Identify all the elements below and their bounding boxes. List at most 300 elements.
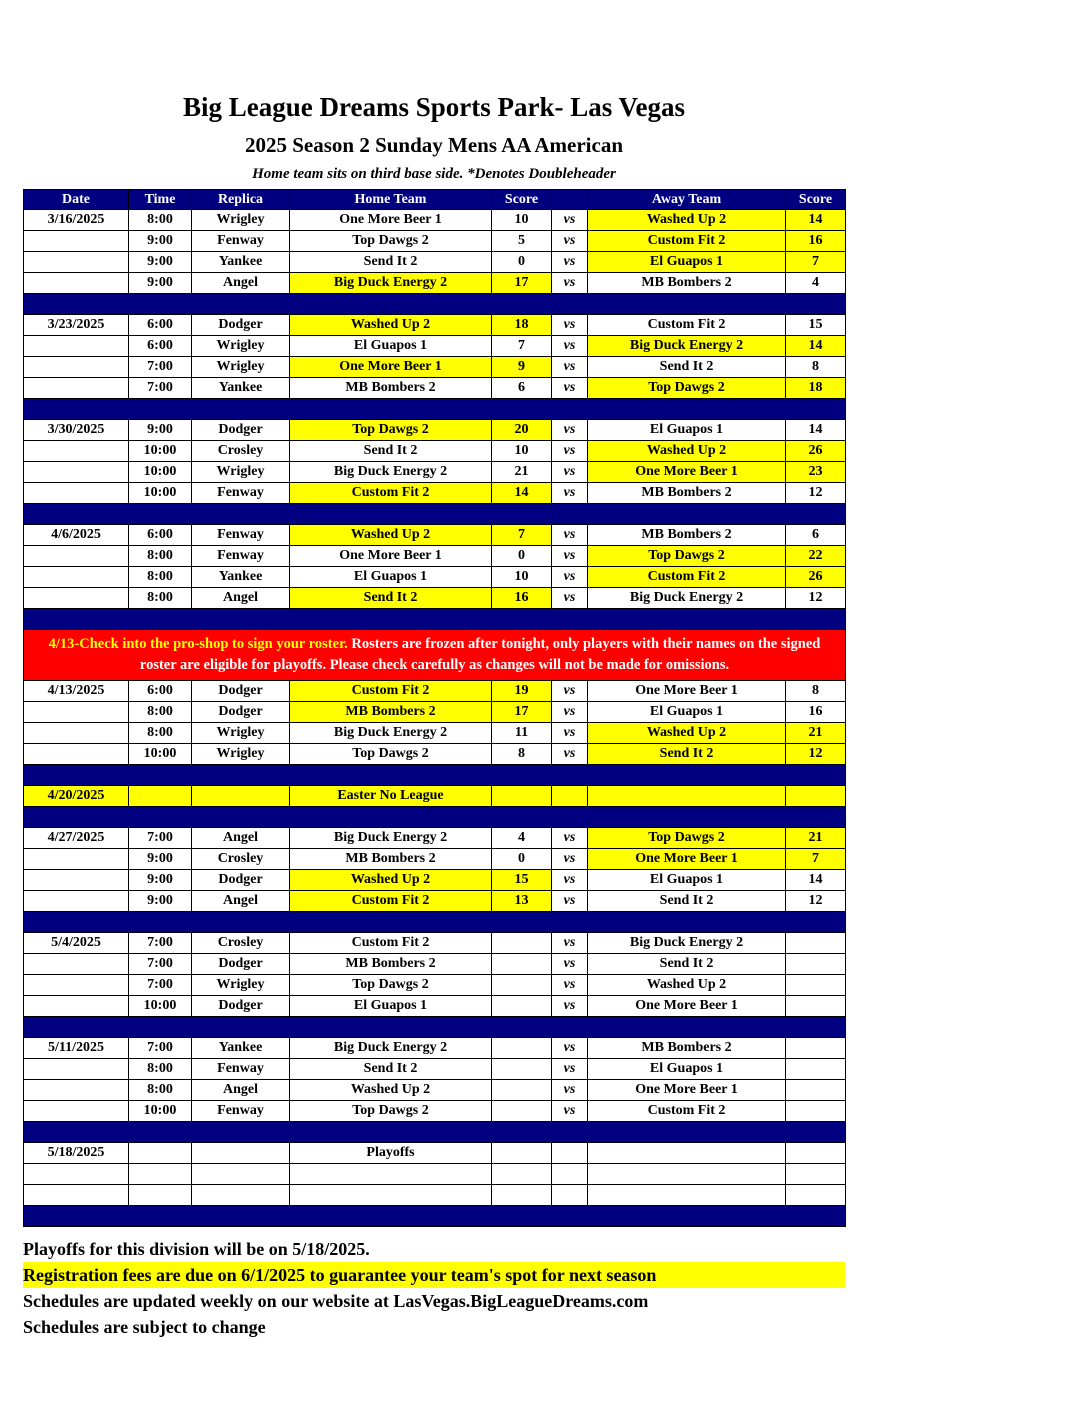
time-cell: 10:00 bbox=[129, 744, 192, 765]
vs-cell: vs bbox=[552, 1059, 588, 1080]
replica-cell: Wrigley bbox=[192, 210, 290, 231]
separator-bar bbox=[24, 609, 846, 630]
date-cell: 5/18/2025 bbox=[24, 1143, 129, 1164]
replica-cell bbox=[192, 1185, 290, 1206]
separator-bar bbox=[24, 912, 846, 933]
home-team-cell: Playoffs bbox=[290, 1143, 492, 1164]
vs-cell: vs bbox=[552, 870, 588, 891]
date-cell bbox=[24, 378, 129, 399]
replica-cell: Angel bbox=[192, 588, 290, 609]
home-score-cell: 0 bbox=[492, 546, 552, 567]
date-cell bbox=[24, 462, 129, 483]
game-row bbox=[24, 1101, 846, 1122]
home-team-cell: MB Bombers 2 bbox=[290, 702, 492, 723]
date-cell bbox=[24, 336, 129, 357]
date-cell bbox=[24, 1059, 129, 1080]
away-score-cell bbox=[786, 1080, 846, 1101]
away-score-cell bbox=[786, 954, 846, 975]
page-header bbox=[23, 92, 845, 183]
date-cell: 4/13/2025 bbox=[24, 681, 129, 702]
separator-row bbox=[24, 294, 846, 315]
time-cell: 6:00 bbox=[129, 525, 192, 546]
home-team-cell: Send It 2 bbox=[290, 441, 492, 462]
time-cell: 9:00 bbox=[129, 231, 192, 252]
replica-cell: Yankee bbox=[192, 1038, 290, 1059]
replica-cell: Fenway bbox=[192, 1059, 290, 1080]
separator-row bbox=[24, 1206, 846, 1227]
game-row bbox=[24, 744, 846, 765]
game-row bbox=[24, 996, 846, 1017]
time-cell: 9:00 bbox=[129, 849, 192, 870]
replica-cell: Yankee bbox=[192, 567, 290, 588]
away-score-cell: 14 bbox=[786, 210, 846, 231]
time-cell: 9:00 bbox=[129, 891, 192, 912]
time-cell: 9:00 bbox=[129, 420, 192, 441]
home-score-cell: 15 bbox=[492, 870, 552, 891]
away-team-cell bbox=[588, 1185, 786, 1206]
home-score-cell: 10 bbox=[492, 567, 552, 588]
separator-row bbox=[24, 609, 846, 630]
game-row bbox=[24, 1059, 846, 1080]
away-score-cell: 7 bbox=[786, 849, 846, 870]
home-team-cell: Washed Up 2 bbox=[290, 1080, 492, 1101]
game-row bbox=[24, 723, 846, 744]
date-cell bbox=[24, 252, 129, 273]
home-team-cell: One More Beer 1 bbox=[290, 546, 492, 567]
game-row bbox=[24, 849, 846, 870]
game-row bbox=[24, 975, 846, 996]
home-score-cell: 17 bbox=[492, 702, 552, 723]
vs-cell: vs bbox=[552, 525, 588, 546]
vs-cell: vs bbox=[552, 954, 588, 975]
home-team-cell: Top Dawgs 2 bbox=[290, 744, 492, 765]
date-cell: 4/27/2025 bbox=[24, 828, 129, 849]
home-team-cell: MB Bombers 2 bbox=[290, 378, 492, 399]
time-cell: 7:00 bbox=[129, 1038, 192, 1059]
time-cell: 8:00 bbox=[129, 210, 192, 231]
away-score-cell: 12 bbox=[786, 891, 846, 912]
away-score-cell: 6 bbox=[786, 525, 846, 546]
away-team-cell: El Guapos 1 bbox=[588, 1059, 786, 1080]
vs-cell: vs bbox=[552, 588, 588, 609]
home-score-cell: 0 bbox=[492, 252, 552, 273]
game-row bbox=[24, 567, 846, 588]
roster-notice-row bbox=[24, 630, 846, 681]
date-cell: 4/20/2025 bbox=[24, 786, 129, 807]
away-score-cell: 12 bbox=[786, 483, 846, 504]
game-row bbox=[24, 462, 846, 483]
away-team-cell: Send It 2 bbox=[588, 357, 786, 378]
vs-cell: vs bbox=[552, 996, 588, 1017]
replica-cell bbox=[192, 786, 290, 807]
home-score-cell bbox=[492, 933, 552, 954]
game-row bbox=[24, 828, 846, 849]
time-cell: 8:00 bbox=[129, 1080, 192, 1101]
vs-cell: vs bbox=[552, 483, 588, 504]
roster-notice-highlight: 4/13-Check into the pro-shop to sign your roster. bbox=[48, 636, 348, 652]
away-team-cell: Custom Fit 2 bbox=[588, 231, 786, 252]
replica-cell: Dodger bbox=[192, 702, 290, 723]
home-score-cell bbox=[492, 1080, 552, 1101]
vs-cell: vs bbox=[552, 975, 588, 996]
time-cell: 10:00 bbox=[129, 462, 192, 483]
home-team-cell: Big Duck Energy 2 bbox=[290, 462, 492, 483]
game-row bbox=[24, 588, 846, 609]
time-cell: 6:00 bbox=[129, 336, 192, 357]
date-cell bbox=[24, 891, 129, 912]
home-team-cell: Big Duck Energy 2 bbox=[290, 828, 492, 849]
time-cell: 7:00 bbox=[129, 975, 192, 996]
away-score-cell bbox=[786, 1101, 846, 1122]
away-team-cell: One More Beer 1 bbox=[588, 1080, 786, 1101]
time-cell: 8:00 bbox=[129, 1059, 192, 1080]
away-score-cell: 14 bbox=[786, 420, 846, 441]
replica-cell: Fenway bbox=[192, 546, 290, 567]
away-team-cell: One More Beer 1 bbox=[588, 681, 786, 702]
home-team-cell: MB Bombers 2 bbox=[290, 954, 492, 975]
time-cell: 9:00 bbox=[129, 870, 192, 891]
game-row bbox=[24, 1038, 846, 1059]
home-score-cell bbox=[492, 975, 552, 996]
away-score-cell bbox=[786, 933, 846, 954]
separator-row bbox=[24, 912, 846, 933]
away-team-cell: Custom Fit 2 bbox=[588, 315, 786, 336]
vs-cell: vs bbox=[552, 567, 588, 588]
date-cell bbox=[24, 723, 129, 744]
time-cell: 8:00 bbox=[129, 546, 192, 567]
replica-cell: Wrigley bbox=[192, 336, 290, 357]
replica-cell: Crosley bbox=[192, 933, 290, 954]
away-team-cell: Washed Up 2 bbox=[588, 210, 786, 231]
col-header-home-team: Home Team bbox=[290, 190, 492, 210]
date-cell: 5/11/2025 bbox=[24, 1038, 129, 1059]
away-team-cell: El Guapos 1 bbox=[588, 420, 786, 441]
time-cell: 7:00 bbox=[129, 933, 192, 954]
replica-cell: Crosley bbox=[192, 441, 290, 462]
away-team-cell bbox=[588, 786, 786, 807]
away-team-cell: Washed Up 2 bbox=[588, 441, 786, 462]
time-cell: 9:00 bbox=[129, 273, 192, 294]
away-score-cell bbox=[786, 975, 846, 996]
col-header-away-team: Away Team bbox=[588, 190, 786, 210]
home-team-cell: Send It 2 bbox=[290, 252, 492, 273]
home-score-cell: 16 bbox=[492, 588, 552, 609]
replica-cell bbox=[192, 1164, 290, 1185]
away-score-cell bbox=[786, 786, 846, 807]
away-score-cell: 8 bbox=[786, 357, 846, 378]
home-team-cell: Send It 2 bbox=[290, 1059, 492, 1080]
vs-cell: vs bbox=[552, 891, 588, 912]
date-cell bbox=[24, 273, 129, 294]
separator-bar bbox=[24, 807, 846, 828]
away-score-cell: 26 bbox=[786, 441, 846, 462]
date-cell bbox=[24, 588, 129, 609]
time-cell: 6:00 bbox=[129, 681, 192, 702]
time-cell: 8:00 bbox=[129, 702, 192, 723]
time-cell: 7:00 bbox=[129, 954, 192, 975]
away-score-cell: 14 bbox=[786, 870, 846, 891]
roster-notice-body: Rosters are frozen after tonight, only players with their names on the signed roster are eligible for playoffs. Please check carefully as changes will not be made for omissions. bbox=[139, 636, 821, 673]
home-score-cell bbox=[492, 1101, 552, 1122]
away-score-cell: 21 bbox=[786, 723, 846, 744]
time-cell: 8:00 bbox=[129, 723, 192, 744]
home-team-cell: One More Beer 1 bbox=[290, 210, 492, 231]
replica-cell: Yankee bbox=[192, 252, 290, 273]
away-score-cell: 22 bbox=[786, 546, 846, 567]
away-team-cell: Custom Fit 2 bbox=[588, 567, 786, 588]
home-team-cell: Custom Fit 2 bbox=[290, 681, 492, 702]
time-cell bbox=[129, 786, 192, 807]
away-score-cell: 18 bbox=[786, 378, 846, 399]
game-row bbox=[24, 483, 846, 504]
away-team-cell bbox=[588, 1143, 786, 1164]
home-score-cell: 14 bbox=[492, 483, 552, 504]
replica-cell: Wrigley bbox=[192, 723, 290, 744]
away-team-cell: Send It 2 bbox=[588, 744, 786, 765]
home-score-cell: 19 bbox=[492, 681, 552, 702]
home-team-cell bbox=[290, 1164, 492, 1185]
away-team-cell: Send It 2 bbox=[588, 891, 786, 912]
time-cell: 7:00 bbox=[129, 828, 192, 849]
replica-cell: Angel bbox=[192, 891, 290, 912]
separator-bar bbox=[24, 504, 846, 525]
game-row bbox=[24, 870, 846, 891]
date-cell bbox=[24, 1080, 129, 1101]
home-team-cell: Top Dawgs 2 bbox=[290, 231, 492, 252]
vs-cell: vs bbox=[552, 1080, 588, 1101]
away-score-cell: 16 bbox=[786, 702, 846, 723]
away-score-cell: 14 bbox=[786, 336, 846, 357]
away-team-cell: El Guapos 1 bbox=[588, 702, 786, 723]
separator-bar bbox=[24, 1206, 846, 1227]
schedule-table bbox=[23, 189, 846, 1227]
home-score-cell: 13 bbox=[492, 891, 552, 912]
date-cell bbox=[24, 996, 129, 1017]
away-team-cell bbox=[588, 1164, 786, 1185]
game-row bbox=[24, 378, 846, 399]
vs-cell bbox=[552, 1143, 588, 1164]
home-score-cell bbox=[492, 996, 552, 1017]
away-score-cell: 8 bbox=[786, 681, 846, 702]
vs-cell: vs bbox=[552, 681, 588, 702]
date-cell bbox=[24, 702, 129, 723]
separator-bar bbox=[24, 294, 846, 315]
time-cell: 10:00 bbox=[129, 1101, 192, 1122]
home-team-cell: Top Dawgs 2 bbox=[290, 1101, 492, 1122]
time-cell: 9:00 bbox=[129, 252, 192, 273]
col-header-replica: Replica bbox=[192, 190, 290, 210]
replica-cell: Dodger bbox=[192, 315, 290, 336]
replica-cell: Wrigley bbox=[192, 462, 290, 483]
col-header-away-score: Score bbox=[786, 190, 846, 210]
date-cell bbox=[24, 1101, 129, 1122]
home-score-cell: 10 bbox=[492, 441, 552, 462]
date-cell bbox=[24, 954, 129, 975]
time-cell: 10:00 bbox=[129, 441, 192, 462]
replica-cell: Crosley bbox=[192, 849, 290, 870]
home-team-cell: Big Duck Energy 2 bbox=[290, 273, 492, 294]
vs-cell: vs bbox=[552, 723, 588, 744]
game-row bbox=[24, 954, 846, 975]
home-team-cell: Send It 2 bbox=[290, 588, 492, 609]
away-score-cell bbox=[786, 1038, 846, 1059]
home-team-cell: One More Beer 1 bbox=[290, 357, 492, 378]
home-score-cell: 6 bbox=[492, 378, 552, 399]
away-score-cell bbox=[786, 1164, 846, 1185]
replica-cell: Dodger bbox=[192, 954, 290, 975]
col-header-date: Date bbox=[24, 190, 129, 210]
vs-cell: vs bbox=[552, 462, 588, 483]
time-cell: 10:00 bbox=[129, 483, 192, 504]
home-team-cell: Custom Fit 2 bbox=[290, 933, 492, 954]
away-team-cell: MB Bombers 2 bbox=[588, 483, 786, 504]
vs-cell: vs bbox=[552, 252, 588, 273]
away-score-cell bbox=[786, 1143, 846, 1164]
game-row bbox=[24, 252, 846, 273]
time-cell: 7:00 bbox=[129, 378, 192, 399]
away-team-cell: Top Dawgs 2 bbox=[588, 378, 786, 399]
replica-cell: Dodger bbox=[192, 420, 290, 441]
replica-cell: Wrigley bbox=[192, 744, 290, 765]
date-cell bbox=[24, 975, 129, 996]
game-row bbox=[24, 357, 846, 378]
home-score-cell bbox=[492, 1059, 552, 1080]
away-score-cell: 4 bbox=[786, 273, 846, 294]
replica-cell: Angel bbox=[192, 828, 290, 849]
home-score-cell bbox=[492, 954, 552, 975]
away-team-cell: Washed Up 2 bbox=[588, 723, 786, 744]
footer-registration-note: Registration fees are due on 6/1/2025 to guarantee your team's spot for next season bbox=[23, 1262, 845, 1288]
vs-cell: vs bbox=[552, 1038, 588, 1059]
roster-notice bbox=[24, 630, 846, 681]
away-score-cell: 16 bbox=[786, 231, 846, 252]
home-score-cell: 7 bbox=[492, 336, 552, 357]
home-score-cell: 17 bbox=[492, 273, 552, 294]
away-team-cell: Send It 2 bbox=[588, 954, 786, 975]
game-row bbox=[24, 273, 846, 294]
replica-cell: Fenway bbox=[192, 231, 290, 252]
col-header-time: Time bbox=[129, 190, 192, 210]
home-score-cell bbox=[492, 1164, 552, 1185]
home-score-cell: 20 bbox=[492, 420, 552, 441]
home-score-cell bbox=[492, 1143, 552, 1164]
vs-cell: vs bbox=[552, 378, 588, 399]
game-row bbox=[24, 681, 846, 702]
page-subtitle: 2025 Season 2 Sunday Mens AA American bbox=[244, 133, 624, 157]
replica-cell: Yankee bbox=[192, 378, 290, 399]
replica-cell: Fenway bbox=[192, 1101, 290, 1122]
game-row bbox=[24, 702, 846, 723]
separator-bar bbox=[24, 399, 846, 420]
date-cell: 3/23/2025 bbox=[24, 315, 129, 336]
table-header-row bbox=[24, 190, 846, 210]
game-row bbox=[24, 315, 846, 336]
home-team-note: Home team sits on third base side. *Denotes Doubleheader bbox=[252, 166, 616, 182]
date-cell bbox=[24, 357, 129, 378]
replica-cell: Dodger bbox=[192, 870, 290, 891]
replica-cell: Fenway bbox=[192, 525, 290, 546]
away-team-cell: El Guapos 1 bbox=[588, 252, 786, 273]
event-row bbox=[24, 786, 846, 807]
away-score-cell: 15 bbox=[786, 315, 846, 336]
game-row bbox=[24, 441, 846, 462]
separator-row bbox=[24, 765, 846, 786]
date-cell: 3/30/2025 bbox=[24, 420, 129, 441]
replica-cell: Fenway bbox=[192, 483, 290, 504]
game-row bbox=[24, 336, 846, 357]
date-cell bbox=[24, 567, 129, 588]
date-cell bbox=[24, 483, 129, 504]
home-score-cell: 10 bbox=[492, 210, 552, 231]
home-score-cell: 4 bbox=[492, 828, 552, 849]
time-cell bbox=[129, 1164, 192, 1185]
separator-bar bbox=[24, 1017, 846, 1038]
home-team-cell: Easter No League bbox=[290, 786, 492, 807]
date-cell: 5/4/2025 bbox=[24, 933, 129, 954]
vs-cell: vs bbox=[552, 828, 588, 849]
game-row bbox=[24, 420, 846, 441]
home-team-cell: Custom Fit 2 bbox=[290, 891, 492, 912]
away-team-cell: Big Duck Energy 2 bbox=[588, 933, 786, 954]
away-score-cell: 26 bbox=[786, 567, 846, 588]
vs-cell: vs bbox=[552, 210, 588, 231]
vs-cell: vs bbox=[552, 273, 588, 294]
date-cell: 4/6/2025 bbox=[24, 525, 129, 546]
replica-cell bbox=[192, 1143, 290, 1164]
home-score-cell: 21 bbox=[492, 462, 552, 483]
date-cell bbox=[24, 870, 129, 891]
home-team-cell: El Guapos 1 bbox=[290, 567, 492, 588]
vs-cell: vs bbox=[552, 336, 588, 357]
home-score-cell: 18 bbox=[492, 315, 552, 336]
away-score-cell: 12 bbox=[786, 588, 846, 609]
away-team-cell: Custom Fit 2 bbox=[588, 1101, 786, 1122]
vs-cell: vs bbox=[552, 546, 588, 567]
vs-cell: vs bbox=[552, 933, 588, 954]
away-team-cell: Big Duck Energy 2 bbox=[588, 588, 786, 609]
replica-cell: Wrigley bbox=[192, 357, 290, 378]
vs-cell: vs bbox=[552, 1101, 588, 1122]
home-team-cell: Big Duck Energy 2 bbox=[290, 723, 492, 744]
vs-cell: vs bbox=[552, 315, 588, 336]
separator-row bbox=[24, 1122, 846, 1143]
home-team-cell: Custom Fit 2 bbox=[290, 483, 492, 504]
game-row bbox=[24, 933, 846, 954]
time-cell bbox=[129, 1143, 192, 1164]
game-row bbox=[24, 1164, 846, 1185]
away-score-cell: 7 bbox=[786, 252, 846, 273]
time-cell: 8:00 bbox=[129, 567, 192, 588]
home-team-cell: Big Duck Energy 2 bbox=[290, 1038, 492, 1059]
game-row bbox=[24, 210, 846, 231]
date-cell bbox=[24, 744, 129, 765]
home-team-cell: El Guapos 1 bbox=[290, 336, 492, 357]
home-score-cell bbox=[492, 1038, 552, 1059]
vs-cell bbox=[552, 1185, 588, 1206]
vs-cell: vs bbox=[552, 357, 588, 378]
time-cell: 8:00 bbox=[129, 588, 192, 609]
separator-row bbox=[24, 504, 846, 525]
date-cell bbox=[24, 1164, 129, 1185]
away-team-cell: MB Bombers 2 bbox=[588, 525, 786, 546]
game-row bbox=[24, 891, 846, 912]
col-header-vs bbox=[552, 190, 588, 210]
time-cell bbox=[129, 1185, 192, 1206]
home-team-cell bbox=[290, 1185, 492, 1206]
away-team-cell: El Guapos 1 bbox=[588, 870, 786, 891]
home-score-cell: 0 bbox=[492, 849, 552, 870]
home-team-cell: Washed Up 2 bbox=[290, 315, 492, 336]
